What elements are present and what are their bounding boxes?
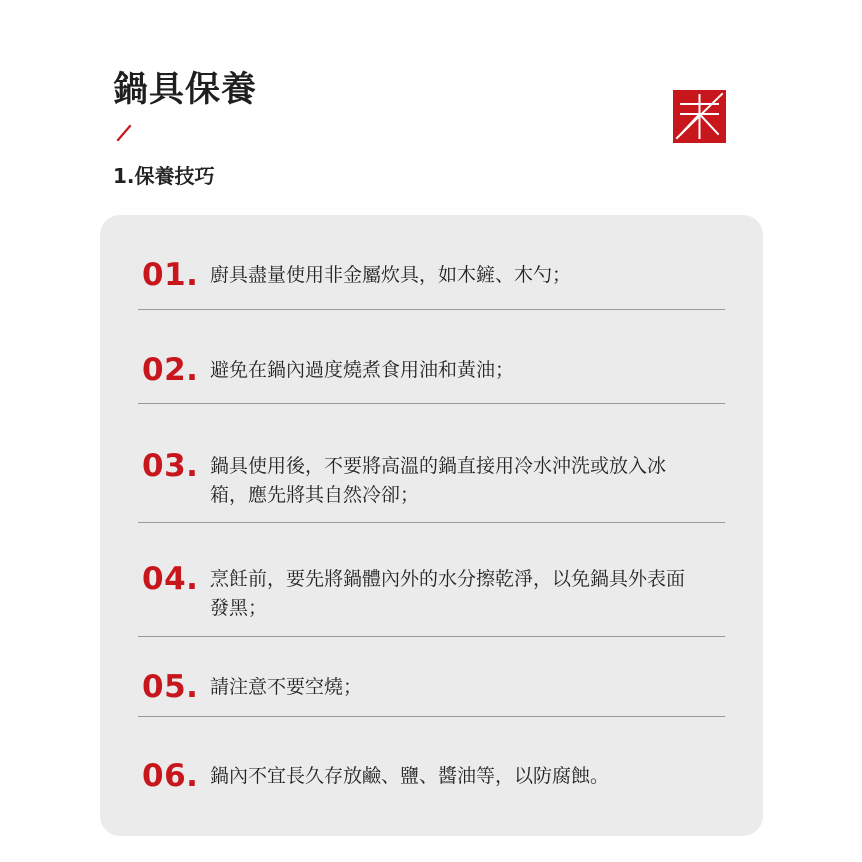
divider <box>138 522 725 523</box>
divider <box>138 716 725 717</box>
tip-number: 02. <box>142 352 199 388</box>
tip-number: 04. <box>142 561 199 597</box>
tip-number: 03. <box>142 448 199 484</box>
tip-text: 請注意不要空燒； <box>210 676 363 698</box>
tip-number: 01. <box>142 257 199 293</box>
tip-text: 鍋內不宜長久存放鹼、鹽、醬油等，以防腐蝕。 <box>210 765 610 787</box>
divider <box>138 403 725 404</box>
page-title: 鍋具保養 <box>113 70 258 110</box>
tip-number: 06. <box>142 758 199 794</box>
tip-text: 廚具盡量使用非金屬炊具，如木鏟、木勺； <box>210 264 572 286</box>
brand-logo-icon <box>673 90 726 143</box>
divider <box>138 309 725 310</box>
section-subtitle: 1.保養技巧 <box>113 164 215 188</box>
tip-number: 05. <box>142 669 199 705</box>
slash-mark-icon <box>116 124 132 142</box>
tip-text: 避免在鍋內過度燒煮食用油和黃油； <box>210 359 515 381</box>
tip-text: 鍋具使用後，不要將高溫的鍋直接用冷水沖洗或放入冰箱，應先將其自然冷卻； <box>210 455 667 506</box>
tips-card <box>100 215 763 836</box>
tip-text: 烹飪前，要先將鍋體內外的水分擦乾淨，以免鍋具外表面發黑； <box>210 568 686 619</box>
divider <box>138 636 725 637</box>
